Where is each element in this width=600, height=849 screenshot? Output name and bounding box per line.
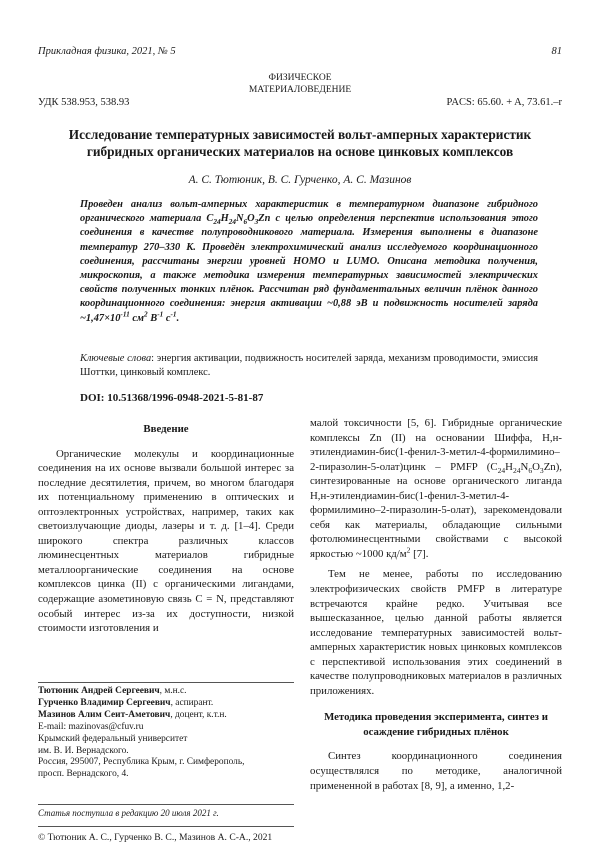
- author-3: [38, 710, 298, 722]
- formula-text: N: [235, 213, 244, 225]
- email[interactable]: E-mail: mazinovas@cfuv.ru: [38, 721, 144, 732]
- intro-paragraph-1: Органические молекулы и координационные соединения на их основе вызвали большой интерес за последние десятилетия, причем, во многом благодаря их потенциальному применению в оптических и оптоэлектронных устройствах, например, таких как светоизлучающие диоды, лазеры и т. д. [1–4]. Среди широкого спектра различных классов люминесцентных материалов гибридные металлоорганические соединения на основе комплексов цинка (II) с органическими лигандами, содержащие азометиновую связь C = N, представляют особый интерес из-за их доступности, низкой стоимости изготовления и: [38, 447, 294, 635]
- formula-sub: 24: [228, 218, 236, 227]
- udk-code: УДК 538.953, 538.93: [38, 97, 130, 108]
- exponent: -11: [120, 310, 130, 319]
- pacs-code: PACS: 65.60. + A, 73.61.–r: [446, 97, 562, 108]
- right-column: [310, 416, 562, 793]
- intro-text: малой токсичности [5, 6]. Гибридные органические комплексы Zn (II) на основании Шиффа, Н,н-этилендиамин-бис(1-фенил-3-метил-4-формилимино–2-пиразолин-5-олат)цинк – PMFP (C: [310, 417, 562, 473]
- exponent: -1: [157, 310, 164, 319]
- formula-sub: 3: [254, 218, 259, 227]
- keywords-text: : энергия активации, подвижность носителей заряда, механизм проводимости, эмиссия Шоттки, цинковый комплекс.: [80, 353, 539, 379]
- abstract-end: .: [176, 312, 180, 324]
- left-column: [38, 416, 294, 636]
- authors: А. С. Тютюник, В. С. Гурченко, А. С. Мазинов: [188, 174, 412, 186]
- formula-sub: 24: [497, 465, 506, 475]
- exponent: 2: [406, 545, 411, 555]
- formula-sub: 6: [243, 218, 248, 227]
- received-date: Статья поступила в редакцию 20 июля 2021 г.: [38, 808, 219, 818]
- footnote-divider: [38, 682, 294, 683]
- formula-sub: 24: [512, 465, 521, 475]
- exponent: 2: [144, 310, 148, 319]
- copyright: © Тютюник А. С., Гурченко В. С., Мазинов А. С-А., 2021: [38, 832, 273, 843]
- unit-text: В: [147, 312, 158, 324]
- formula-sub: 3: [539, 465, 544, 475]
- author-2-name: Гурченко Владимир Сергеевич: [38, 697, 171, 708]
- section-tag-line1: ФИЗИЧЕСКОЕ: [268, 73, 332, 83]
- formula-text: O: [247, 213, 255, 225]
- author-2-role: , аспирант.: [170, 697, 214, 708]
- exponent: -1: [170, 310, 177, 319]
- copyright-divider: [38, 826, 294, 827]
- author-1-name: Тютюник Андрей Сергеевич: [38, 686, 160, 696]
- keywords: [80, 352, 538, 380]
- formula-text: N: [520, 460, 529, 473]
- intro-text: Zn), синтезированные на основе органического лиганда Н,н-этилендиамин-бис(1-фенил-3-метил-4-формилимино–2-пиразолин-5-олат), зарекомендовали себя как материалы, обладающие сильными фотолюминесцентными свойствами с высокой яркостью ~1000 кд/м: [310, 460, 562, 560]
- formula-text: H: [220, 213, 229, 225]
- address-line-2: просп. Вернадского, 4.: [38, 769, 129, 780]
- article-title: Исследование температурных зависимостей вольт-амперных характеристик гибридных органических материалов на основе цинковых комплексов: [68, 127, 532, 159]
- author-affiliation: [38, 686, 298, 781]
- author-1: [38, 686, 298, 698]
- methods-heading: Методика проведения эксперимента, синтез и осаждение гибридных плёнок: [324, 711, 548, 738]
- page-number: 81: [551, 46, 562, 57]
- journal-header: Прикладная физика, 2021, № 5: [38, 46, 176, 57]
- abstract-text: Проведен анализ вольт-амперных характеристик в температурном диапазоне гибридного органического материала C: [80, 199, 538, 225]
- author-2: [38, 698, 298, 710]
- intro-text: [7].: [410, 547, 429, 560]
- received-divider: [38, 804, 294, 805]
- formula-sub: 24: [213, 218, 221, 227]
- section-tag-line2: МАТЕРИАЛОВЕДЕНИЕ: [248, 85, 352, 95]
- unit-text: с: [163, 312, 171, 324]
- section-tag: [0, 72, 600, 96]
- author-1-role: , м.н.с.: [159, 686, 187, 696]
- formula-sub: 6: [528, 465, 533, 475]
- author-3-role: , доцент, к.т.н.: [170, 709, 227, 720]
- org-line-1: Крымский федеральный университет: [38, 733, 188, 744]
- abstract: [80, 198, 538, 326]
- author-3-name: Мазинов Алим Сеит-Аметович: [38, 709, 171, 720]
- address-line-1: Россия, 295007, Республика Крым, г. Симферополь,: [38, 757, 245, 768]
- intro-paragraph-1-continued: [310, 416, 562, 561]
- intro-heading: Введение: [143, 423, 189, 435]
- abstract-text: с целью определения перспектив использования этого соединения в качестве полупроводникового материала. Измерения выполнены в диапазоне температур 270–330 К. Проведён электрохимический анализ исследуемого координационного соединения, рассчитаны энергии уровней HOMO и LUMO. Описана методика получения, микроскопия, а также методика измерения температурных зависимостей электрических свойств полученных тонких плёнок. Рассчитан ряд фундаментальных величин плёнок данного координационного соединения: энергия активации ~0,88 эВ и подвижность носителей заряда ~1,47×10: [80, 213, 538, 324]
- keywords-label: Ключевые слова: [80, 353, 152, 364]
- doi[interactable]: DOI: 10.51368/1996-0948-2021-5-81-87: [80, 392, 264, 404]
- formula-text: O: [532, 460, 540, 473]
- formula-text: Zn: [258, 213, 271, 225]
- formula-text: H: [505, 460, 513, 473]
- methods-paragraph-1: Синтез координационного соединения осуществлялся по методике, аналогичной примененной в работах [8, 9], а именно, 1,2-: [310, 750, 562, 792]
- org-line-2: им. В. И. Вернадского.: [38, 745, 129, 756]
- unit-text: см: [129, 312, 145, 324]
- intro-paragraph-2: Тем не менее, работы по исследованию электрофизических свойств PMFP в литературе встречаются крайне редко. Учитывая все вышесказанное, целью данной работы является исследование температурных зависимостей вольт-амперных характеристик новых цинковых комплексов с перспективой использования этих соединений в качестве полупроводниковых материалов в различных приложениях.: [310, 568, 562, 697]
